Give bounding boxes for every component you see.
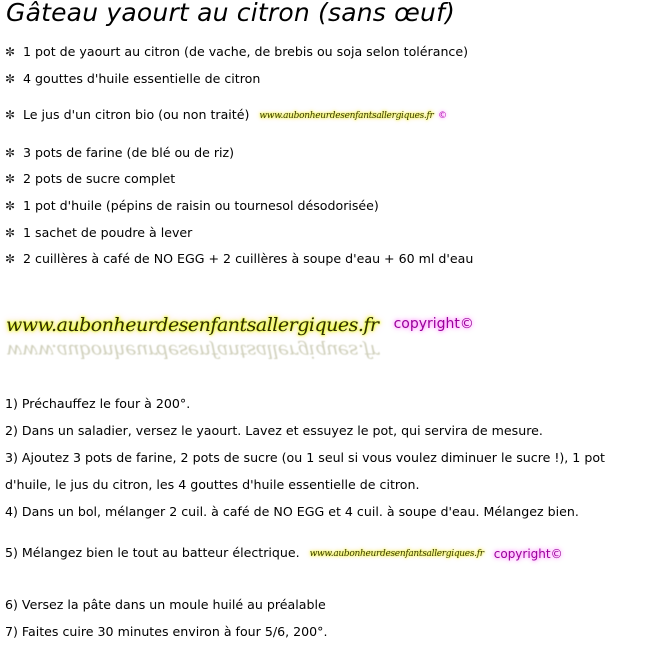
step-line [5, 545, 563, 562]
ingredient-item [5, 225, 192, 241]
ingredient-text: 1 pot d'huile (pépins de raisin ou tournesol désodorisée) [23, 198, 379, 213]
flower-bullet-icon: ✼ [5, 72, 16, 86]
flower-bullet-icon: ✼ [5, 199, 16, 213]
step-line: 1) Préchauffez le four à 200°. [5, 396, 191, 411]
ingredient-item [5, 198, 379, 214]
ingredient-text: 2 cuillères à café de NO EGG + 2 cuillères à soupe d'eau + 60 ml d'eau [23, 251, 474, 266]
flower-bullet-icon: ✼ [5, 108, 16, 122]
copyright-symbol: © [438, 110, 447, 121]
flower-bullet-icon: ✼ [5, 146, 16, 160]
ingredient-text: 1 pot de yaourt au citron (de vache, de brebis ou soja selon tolérance) [23, 44, 469, 59]
ingredient-item [5, 145, 234, 161]
step-line: 2) Dans un saladier, versez le yaourt. Lavez et essuyez le pot, qui servira de mesure. [5, 423, 543, 438]
ingredient-item [5, 251, 473, 267]
ingredient-text: Le jus d'un citron bio (ou non traité) [23, 107, 250, 122]
recipe-title: Gâteau yaourt au citron (sans œuf) [6, 0, 456, 27]
step-line: 6) Versez la pâte dans un moule huilé au préalable [5, 597, 326, 612]
ingredient-item [5, 71, 260, 87]
watermark-reflection [6, 340, 379, 362]
ingredient-item [5, 44, 468, 60]
step-text: 5) Mélangez bien le tout au batteur électrique. [5, 545, 300, 560]
flower-bullet-icon: ✼ [5, 252, 16, 266]
watermark-copyright: copyright© [493, 546, 563, 561]
watermark-small [259, 108, 446, 124]
watermark-url: www.aubonheurdesenfantsallergiques.fr [309, 548, 484, 559]
step-line: 7) Faites cuire 30 minutes environ à four 5/6, 200°. [5, 624, 328, 639]
ingredient-text: 3 pots de farine (de blé ou de riz) [23, 145, 235, 160]
watermark-url: www.aubonheurdesenfantsallergiques.fr [6, 314, 379, 336]
ingredient-item [5, 171, 175, 187]
ingredient-text: 4 gouttes d'huile essentielle de citron [23, 71, 261, 86]
ingredient-item [5, 107, 447, 124]
watermark-banner [6, 314, 474, 336]
watermark-copyright: copyright© [393, 316, 474, 332]
step-line: 4) Dans un bol, mélanger 2 cuil. à café de NO EGG et 4 cuil. à soupe d'eau. Mélangez bien. [5, 504, 579, 519]
ingredient-text: 1 sachet de poudre à lever [23, 225, 193, 240]
flower-bullet-icon: ✼ [5, 172, 16, 186]
watermark-reflection-text: www.aubonheurdesenfantsallergiques.fr [6, 340, 379, 362]
flower-bullet-icon: ✼ [5, 45, 16, 59]
step-line: d'huile, le jus du citron, les 4 gouttes d'huile essentielle de citron. [5, 477, 420, 492]
watermark-small [310, 546, 484, 562]
step-line: 3) Ajoutez 3 pots de farine, 2 pots de sucre (ou 1 seul si vous voulez diminuer le sucre !), 1 pot [5, 450, 605, 465]
ingredient-text: 2 pots de sucre complet [23, 171, 176, 186]
flower-bullet-icon: ✼ [5, 226, 16, 240]
watermark-url: www.aubonheurdesenfantsallergiques.fr [259, 110, 434, 121]
